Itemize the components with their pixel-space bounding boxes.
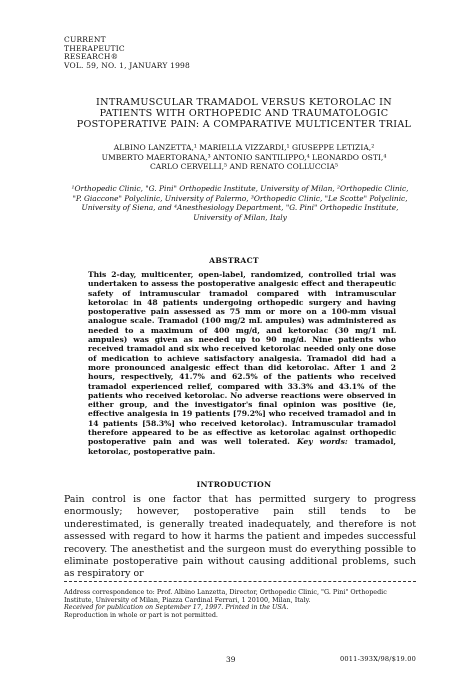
introduction-body: Pain control is one factor that has permitted surgery to progress enormously; however, postoperative pain still tends to be underestimated, is generally treated inadequately, and therefore is not assessed with regard to how it harms the patient and impedes successful recovery. The anesthetist and the surgeon must do everything possible to eliminate postoperative pain without causing additional problems, such as respiratory or — [64, 494, 416, 580]
author-line: ALBINO LANZETTA,¹ MARIELLA VIZZARDI,¹ GIUSEPPE LETIZIA,² — [113, 143, 375, 152]
correspondence-note: Address correspondence to: Prof. Albino Lanzetta, Director, Orthopedic Clinic, "G. Pini" Orthopedic Institute, University of Milan, Piazza Cardinal Ferrari, 1 20100, Milan, Italy. — [64, 588, 387, 604]
footnote-divider — [64, 581, 416, 583]
affiliations — [64, 184, 416, 222]
affiliation-line: University of Milan, Italy — [193, 212, 287, 222]
page-number: 39 — [226, 655, 236, 664]
title-line: INTRAMUSCULAR TRAMADOL VERSUS KETOROLAC IN — [96, 97, 392, 108]
article-title — [74, 97, 414, 130]
keywords-label: Key words: — [296, 437, 348, 447]
article-code: 0011-393X/98/$19.00 — [340, 655, 416, 663]
author-line: CARLO CERVELLI,⁵ AND RENATO COLLUCCIA⁵ — [149, 162, 339, 172]
affiliation-line: "P. Giaccone" Polyclinic, University of Palermo, ³Orthopedic Clinic, "Le Scotte" Polyclinic, — [72, 193, 408, 203]
journal-name-line: CURRENT — [64, 35, 106, 44]
journal-volume: VOL. 59, NO. 1, JANUARY 1998 — [64, 60, 191, 70]
title-line: POSTOPERATIVE PAIN: A COMPARATIVE MULTICENTER TRIAL — [76, 119, 412, 130]
journal-header — [64, 36, 190, 70]
author-list — [64, 143, 424, 172]
abstract-text: This 2-day, multicenter, open-label, randomized, controlled trial was undertaken to assess the postoperative analgesic effect and therapeutic safety of intramuscular tramadol compared with intramuscular ketorolac in 48 patients undergoing orthopedic surgery and having postoperative pain assessed as 75 mm or more on a 100-mm visual analogue scale. Tramadol (100 mg/2 mL ampules) was administered as needed to a maximum of 400 mg/d, and ketorolac (30 mg/1 mL ampules) was given as needed up to 90 mg/d. Nine patients who received tramadol and six who received ketorolac needed only one dose of medication to achieve satisfactory analgesia. Tramadol did had a more pronounced analgesic effect than did ketorolac. After 1 and 2 hours, respectively, 41.7% and 62.5% of the patients who received tramadol experienced relief, compared with 33.3% and 43.1% of the patients who received ketorolac. No adverse reactions were observed in either group, and the investigator's final opinion was positive (ie, effective analgesia in 19 patients [79.2%] who received tramadol and in 14 patients [58.3%] who received ketorolac). Intramuscular tramadol therefore appeared to be as effective as ketorolac against orthopedic postoperative pain and was well tolerated. — [88, 270, 396, 447]
title-line: PATIENTS WITH ORTHOPEDIC AND TRAUMATOLOGIC — [99, 108, 389, 119]
introduction-heading: INTRODUCTION — [196, 480, 272, 489]
journal-name-line: RESEARCH® — [64, 52, 119, 62]
keywords-text: tramadol, ketorolac, postoperative pain. — [88, 437, 397, 456]
author-line: UMBERTO MAERTORANA,³ ANTONIO SANTILIPPO,⁴ LEONARDO OSTI,⁴ — [101, 152, 387, 162]
affiliation-line: University of Siena, and ⁴Anesthesiology Department, "G. Pini" Orthopedic Institute, — [81, 203, 399, 212]
affiliation-line: ¹Orthopedic Clinic, "G. Pini" Orthopedic Institute, University of Milan, ²Orthopedic Clinic, — [71, 184, 409, 193]
footnotes — [64, 589, 416, 620]
reproduction-note: Reproduction in whole or part is not permitted. — [64, 611, 218, 620]
abstract-heading: ABSTRACT — [209, 256, 259, 265]
abstract-body — [88, 270, 396, 456]
journal-name-line: THERAPEUTIC — [64, 43, 125, 53]
received-note: Received for publication on September 17, 1997. Printed in the USA. — [64, 603, 289, 612]
